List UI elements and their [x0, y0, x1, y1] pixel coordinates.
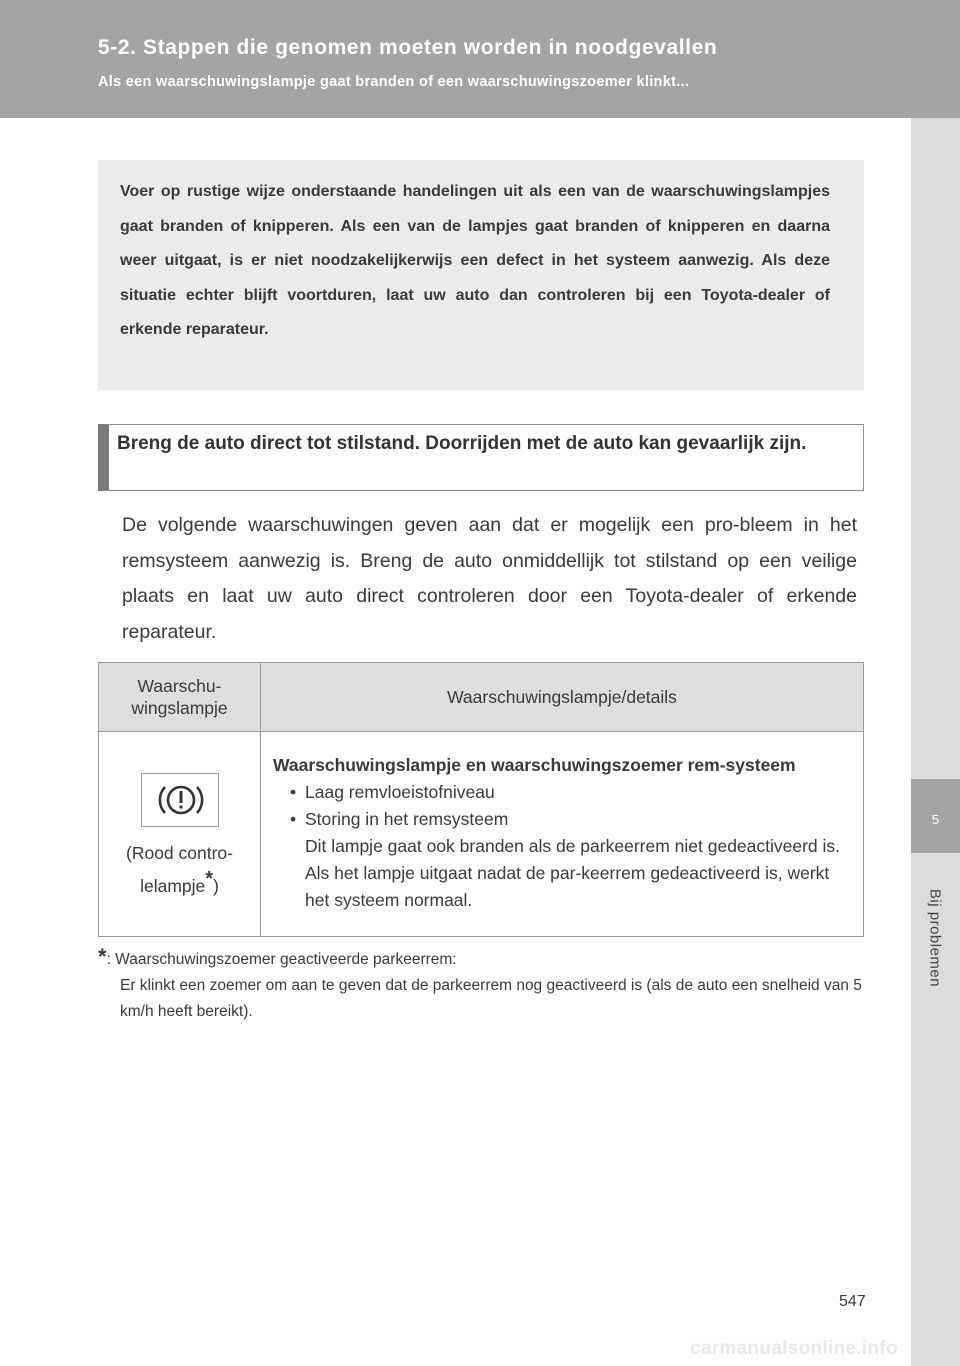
footnote: [98, 944, 868, 1025]
detail-title: Waarschuwingslampje en waarschuwingszoemer rem-systeem: [273, 755, 796, 775]
list-item: • Storing in het remsysteem: [290, 806, 853, 833]
column-header-details: Waarschuwingslampje/details: [261, 663, 864, 732]
section-header: [0, 0, 960, 118]
footnote-marker: *: [205, 868, 214, 891]
intro-text: Voer op rustige wijze onderstaande handelingen uit als een van de waarschuwingslampjes gaat branden of knipperen. Als een van de lampjes gaat branden of knipperen en daarna weer uitgaat, is er niet noodzakelijkerwijs een defect in het systeem aanwezig. Als deze situatie echter blijft voortduren, laat uw auto dan controleren bij een Toyota-dealer of erkende reparateur.: [120, 183, 830, 338]
intro-box: [98, 160, 864, 390]
detail-note: Dit lampje gaat ook branden als de parkeerrem niet gedeactiveerd is. Als het lampje uitgaat nadat de par-keerrem gedeactiveerd is, werkt het systeem normaal.: [305, 836, 841, 910]
table-header-row: [99, 663, 864, 732]
icon-caption: (Rood contro- lelampje*): [126, 843, 233, 896]
icon-cell: [99, 732, 261, 937]
footnote-line2: Er klinkt een zoemer om aan te geven dat de parkeerrem nog geactiveerd is (als de auto een snelheid van 5 km/h heeft bereikt).: [120, 977, 862, 1020]
section-subtitle: Als een waarschuwingslampje gaat branden of een waarschuwingszoemer klinkt...: [98, 74, 690, 90]
warning-heading: Breng de auto direct tot stilstand. Doorrijden met de auto kan gevaarlijk zijn.: [117, 433, 807, 454]
warning-heading-box: [98, 424, 864, 491]
column-header-light: Waarschu- wingslampje: [99, 663, 261, 732]
detail-bullets: [273, 779, 853, 833]
list-item: • Laag remvloeistofniveau: [290, 779, 853, 806]
brake-warning-icon: [141, 773, 219, 827]
detail-cell: [261, 732, 864, 937]
table-row: [99, 732, 864, 937]
body-paragraph: De volgende waarschuwingen geven aan dat er mogelijk een pro-bleem in het remsysteem aanwezig is. Breng de auto onmiddellijk tot stilstand op een veilige plaats en laat uw auto direct controleren door een Toyota-dealer of erkende reparateur.: [122, 514, 857, 643]
section-title: 5-2. Stappen die genomen moeten worden in noodgevallen: [98, 36, 718, 59]
page-number: 547: [839, 1293, 866, 1310]
footnote-line1: *: Waarschuwingszoemer geactiveerde parkeerrem:: [98, 944, 457, 969]
watermark: carmanualsonline.info: [690, 1338, 898, 1359]
chapter-number: 5: [931, 812, 940, 827]
chapter-label: Bij problemen: [926, 888, 944, 988]
warning-lights-table: [98, 662, 864, 937]
side-bar: [911, 118, 960, 1366]
